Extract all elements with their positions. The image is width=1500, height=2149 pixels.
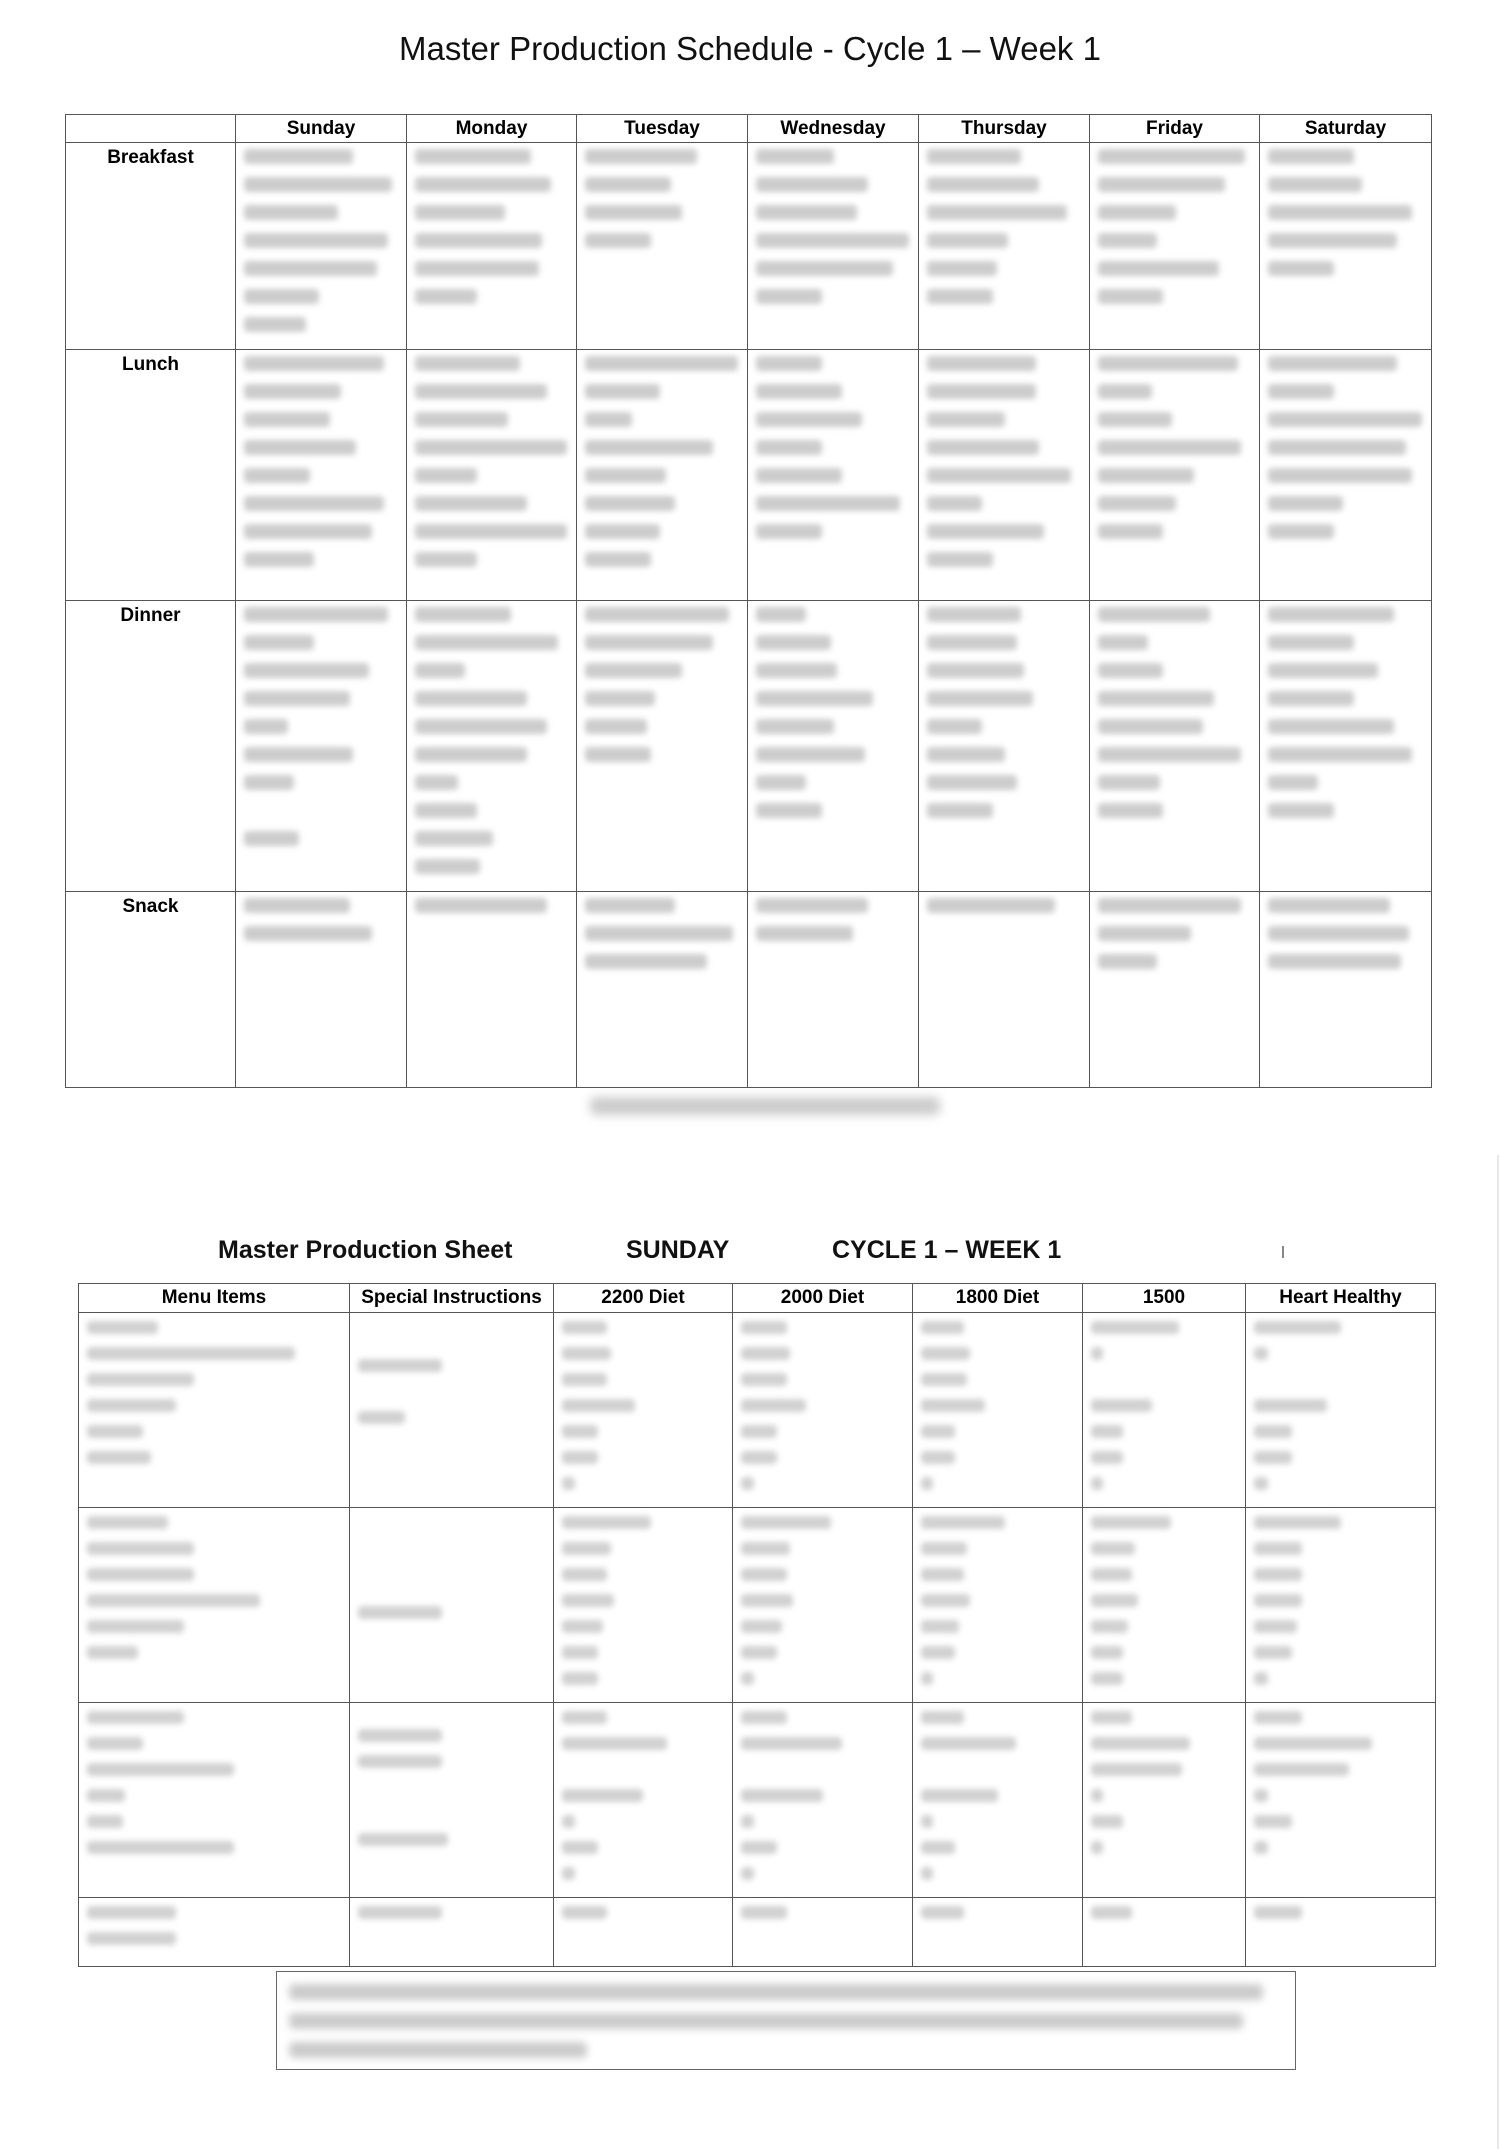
portion-cell-blurred bbox=[1246, 1703, 1436, 1898]
portion-cell-blurred bbox=[733, 1703, 913, 1898]
menu-cell-blurred bbox=[577, 601, 748, 892]
menu-cell-blurred bbox=[1260, 143, 1432, 350]
meal-label: Snack bbox=[66, 892, 236, 1088]
sheet-cycle: CYCLE 1 – WEEK 1 bbox=[832, 1236, 1062, 1264]
column-header: Heart Healthy bbox=[1246, 1284, 1436, 1313]
menu-cell-blurred bbox=[1260, 350, 1432, 601]
day-header: Tuesday bbox=[577, 115, 748, 143]
menu-items-cell-blurred bbox=[79, 1508, 350, 1703]
menu-items-cell-blurred bbox=[79, 1898, 350, 1967]
column-header: Special Instructions bbox=[350, 1284, 554, 1313]
column-header: 2200 Diet bbox=[554, 1284, 733, 1313]
portion-cell-blurred bbox=[913, 1508, 1083, 1703]
menu-cell-blurred bbox=[919, 892, 1090, 1088]
schedule-row-breakfast bbox=[66, 143, 1432, 350]
menu-cell-blurred bbox=[236, 601, 407, 892]
sheet-row-breakfast bbox=[79, 1313, 1436, 1508]
portion-cell-blurred bbox=[1246, 1898, 1436, 1967]
meal-label: Dinner bbox=[66, 601, 236, 892]
meal-swap-note-box bbox=[276, 1971, 1296, 2070]
portion-cell-blurred bbox=[554, 1313, 733, 1508]
portion-cell-blurred bbox=[1083, 1313, 1246, 1508]
day-header: Sunday bbox=[236, 115, 407, 143]
instructions-cell-blurred bbox=[350, 1313, 554, 1508]
schedule-row-lunch bbox=[66, 350, 1432, 601]
schedule-title: Master Production Schedule - Cycle 1 – Week 1 bbox=[399, 30, 1101, 67]
day-header: Thursday bbox=[919, 115, 1090, 143]
menu-cell-blurred bbox=[1090, 350, 1260, 601]
instructions-cell-blurred bbox=[350, 1898, 554, 1967]
menu-items-cell-blurred bbox=[79, 1703, 350, 1898]
portion-cell-blurred bbox=[733, 1313, 913, 1508]
sheet-title: Master Production Sheet bbox=[218, 1236, 513, 1264]
column-header: 1800 Diet bbox=[913, 1284, 1083, 1313]
master-production-schedule-table bbox=[65, 114, 1432, 1088]
menu-cell-blurred bbox=[1260, 892, 1432, 1088]
menu-cell-blurred bbox=[919, 601, 1090, 892]
menu-cell-blurred bbox=[919, 350, 1090, 601]
portion-cell-blurred bbox=[913, 1703, 1083, 1898]
portion-cell-blurred bbox=[733, 1508, 913, 1703]
menu-cell-blurred bbox=[407, 601, 577, 892]
portion-cell-blurred bbox=[913, 1313, 1083, 1508]
menu-cell-blurred bbox=[1260, 601, 1432, 892]
day-header: Friday bbox=[1090, 115, 1260, 143]
sheet-row-snack bbox=[79, 1898, 1436, 1967]
sheet-header-row bbox=[79, 1284, 1436, 1313]
schedule-row-dinner bbox=[66, 601, 1432, 892]
sheet-day: SUNDAY bbox=[626, 1236, 730, 1264]
portion-cell-blurred bbox=[1246, 1313, 1436, 1508]
master-production-sheet-table bbox=[78, 1283, 1436, 1967]
day-header: Wednesday bbox=[748, 115, 919, 143]
menu-cell-blurred bbox=[748, 892, 919, 1088]
day-header: Saturday bbox=[1260, 115, 1432, 143]
blurred-footnote bbox=[590, 1097, 940, 1115]
column-header: 1500 bbox=[1083, 1284, 1246, 1313]
column-header: Menu Items bbox=[79, 1284, 350, 1313]
portion-cell-blurred bbox=[554, 1508, 733, 1703]
page-edge-shadow bbox=[1497, 1155, 1499, 2149]
portion-cell-blurred bbox=[1083, 1703, 1246, 1898]
column-header: 2000 Diet bbox=[733, 1284, 913, 1313]
menu-cell-blurred bbox=[748, 143, 919, 350]
menu-cell-blurred bbox=[919, 143, 1090, 350]
portion-cell-blurred bbox=[1083, 1508, 1246, 1703]
stray-mark bbox=[1282, 1246, 1284, 1258]
portion-cell-blurred bbox=[1083, 1898, 1246, 1967]
schedule-corner-cell bbox=[66, 115, 236, 143]
menu-cell-blurred bbox=[407, 350, 577, 601]
menu-cell-blurred bbox=[1090, 143, 1260, 350]
day-header: Monday bbox=[407, 115, 577, 143]
portion-cell-blurred bbox=[554, 1703, 733, 1898]
portion-cell-blurred bbox=[733, 1898, 913, 1967]
menu-cell-blurred bbox=[748, 601, 919, 892]
menu-cell-blurred bbox=[1090, 892, 1260, 1088]
instructions-cell-blurred bbox=[350, 1703, 554, 1898]
menu-cell-blurred bbox=[236, 350, 407, 601]
schedule-header-row bbox=[66, 115, 1432, 143]
sheet-row-dinner bbox=[79, 1703, 1436, 1898]
menu-cell-blurred bbox=[577, 892, 748, 1088]
meal-label: Lunch bbox=[66, 350, 236, 601]
menu-cell-blurred bbox=[577, 350, 748, 601]
menu-cell-blurred bbox=[748, 350, 919, 601]
sheet-row-lunch bbox=[79, 1508, 1436, 1703]
meal-label: Breakfast bbox=[66, 143, 236, 350]
portion-cell-blurred bbox=[1246, 1508, 1436, 1703]
menu-cell-blurred bbox=[407, 143, 577, 350]
menu-cell-blurred bbox=[236, 892, 407, 1088]
schedule-row-snack bbox=[66, 892, 1432, 1088]
menu-items-cell-blurred bbox=[79, 1313, 350, 1508]
menu-cell-blurred bbox=[407, 892, 577, 1088]
portion-cell-blurred bbox=[913, 1898, 1083, 1967]
menu-cell-blurred bbox=[236, 143, 407, 350]
menu-cell-blurred bbox=[577, 143, 748, 350]
instructions-cell-blurred bbox=[350, 1508, 554, 1703]
menu-cell-blurred bbox=[1090, 601, 1260, 892]
portion-cell-blurred bbox=[554, 1898, 733, 1967]
